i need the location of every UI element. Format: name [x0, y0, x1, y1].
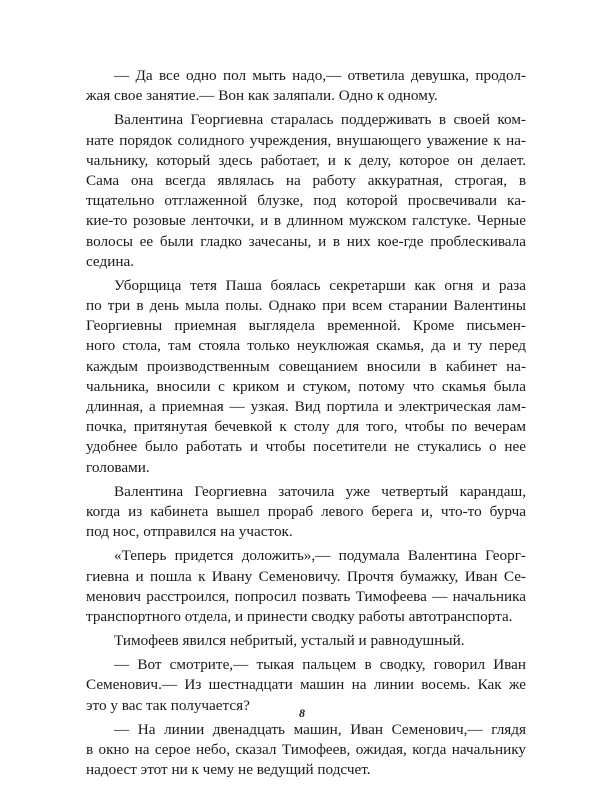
text-line: Валентина Георгиевна старалась поддерживать в своей ком- — [114, 111, 526, 129]
paragraph-2 — [86, 110, 526, 272]
text-line: Семенович.— Из шестнадцати машин на линии восемь. Как же — [86, 676, 526, 694]
text-line: волосы ее были гладко зачесаны, и в них кое-где проблескивала — [86, 232, 526, 250]
page-number: 8 — [299, 706, 305, 720]
paragraph-1 — [86, 66, 526, 106]
paragraph-4 — [86, 482, 526, 543]
text-line: транспортного отдела, и принести сводку работы автотранспорта. — [86, 607, 513, 625]
text-line: это у вас так получается? — [86, 696, 250, 714]
text-line: чальнику, который здесь работает, и к делу, которое он делает. — [86, 151, 526, 169]
text-line: гиевна и пошла к Ивану Семеновичу. Прочтя бумажку, Иван Се- — [86, 567, 526, 585]
text-line: жая свое занятие.— Вон как заляпали. Одно к одному. — [86, 87, 438, 105]
text-line: тщательно отглаженной блузке, под которой просвечивали ка- — [86, 192, 526, 210]
text-line: под нос, отправился на участок. — [86, 523, 293, 541]
paragraph-6 — [86, 631, 526, 651]
text-line: чальника, вносили с криком и стуком, потому что скамья была — [86, 377, 526, 395]
text-line: в окно на серое небо, сказал Тимофеев, ожидая, когда начальнику — [86, 741, 526, 758]
text-line: Сама она всегда являлась на работу аккуратная, строгая, в — [86, 171, 526, 189]
text-line: менович расстроился, попросил позвать Тимофеева — начальника — [86, 587, 526, 605]
text-line: каждым производственным совещанием вносили в кабинет на- — [86, 357, 526, 375]
text-line: головами. — [86, 458, 150, 476]
text-line: нате порядок солидного учреждения, внушающего уважение к на- — [86, 131, 526, 149]
paragraph-3 — [86, 276, 526, 478]
text-line: — Вот смотрите,— тыкая пальцем в сводку, говорил Иван — [114, 656, 526, 674]
text-line: «Теперь придется доложить»,— подумала Валентина Георг- — [114, 547, 526, 565]
text-line: кие-то розовые ленточки, и в длинном мужском галстуке. Черные — [86, 212, 526, 230]
text-line: седина. — [86, 252, 134, 270]
text-line: когда из кабинета вышел прораб левого берега и, что-то бурча — [86, 502, 526, 520]
text-line: удобнее было работать и чтобы посетители не стукались о нее — [86, 438, 526, 456]
text-line: длинная, а приемная — узкая. Вид портила и электрическая лам- — [86, 398, 526, 415]
text-line: почка, притянутая бечевкой к столу для того, чтобы по вечерам — [86, 418, 526, 436]
page-body — [86, 66, 526, 780]
text-line: Георгиевны приемная выглядела временной. Кроме письмен- — [86, 317, 526, 335]
text-line: надоест этот ни к чему не ведущий подсчет. — [86, 761, 371, 779]
text-line: Валентина Георгиевна заточила уже четвертый карандаш, — [114, 482, 526, 500]
text-line: — На линии двенадцать машин, Иван Семенович,— глядя — [114, 720, 526, 738]
text-line: Уборщица тетя Паша боялась секретарши как огня и раза — [114, 276, 526, 294]
text-line: Тимофеев явился небритый, усталый и равнодушный. — [114, 632, 465, 650]
text-line: ного стола, там стояла только неуклюжая скамья, да и ту перед — [86, 337, 526, 355]
text-line: — Да все одно пол мыть надо,— ответила девушка, продол- — [114, 67, 526, 84]
text-line: по три в день мыла полы. Однако при всем старании Валентины — [86, 297, 526, 315]
paragraph-8 — [86, 720, 526, 781]
paragraph-5 — [86, 546, 526, 627]
